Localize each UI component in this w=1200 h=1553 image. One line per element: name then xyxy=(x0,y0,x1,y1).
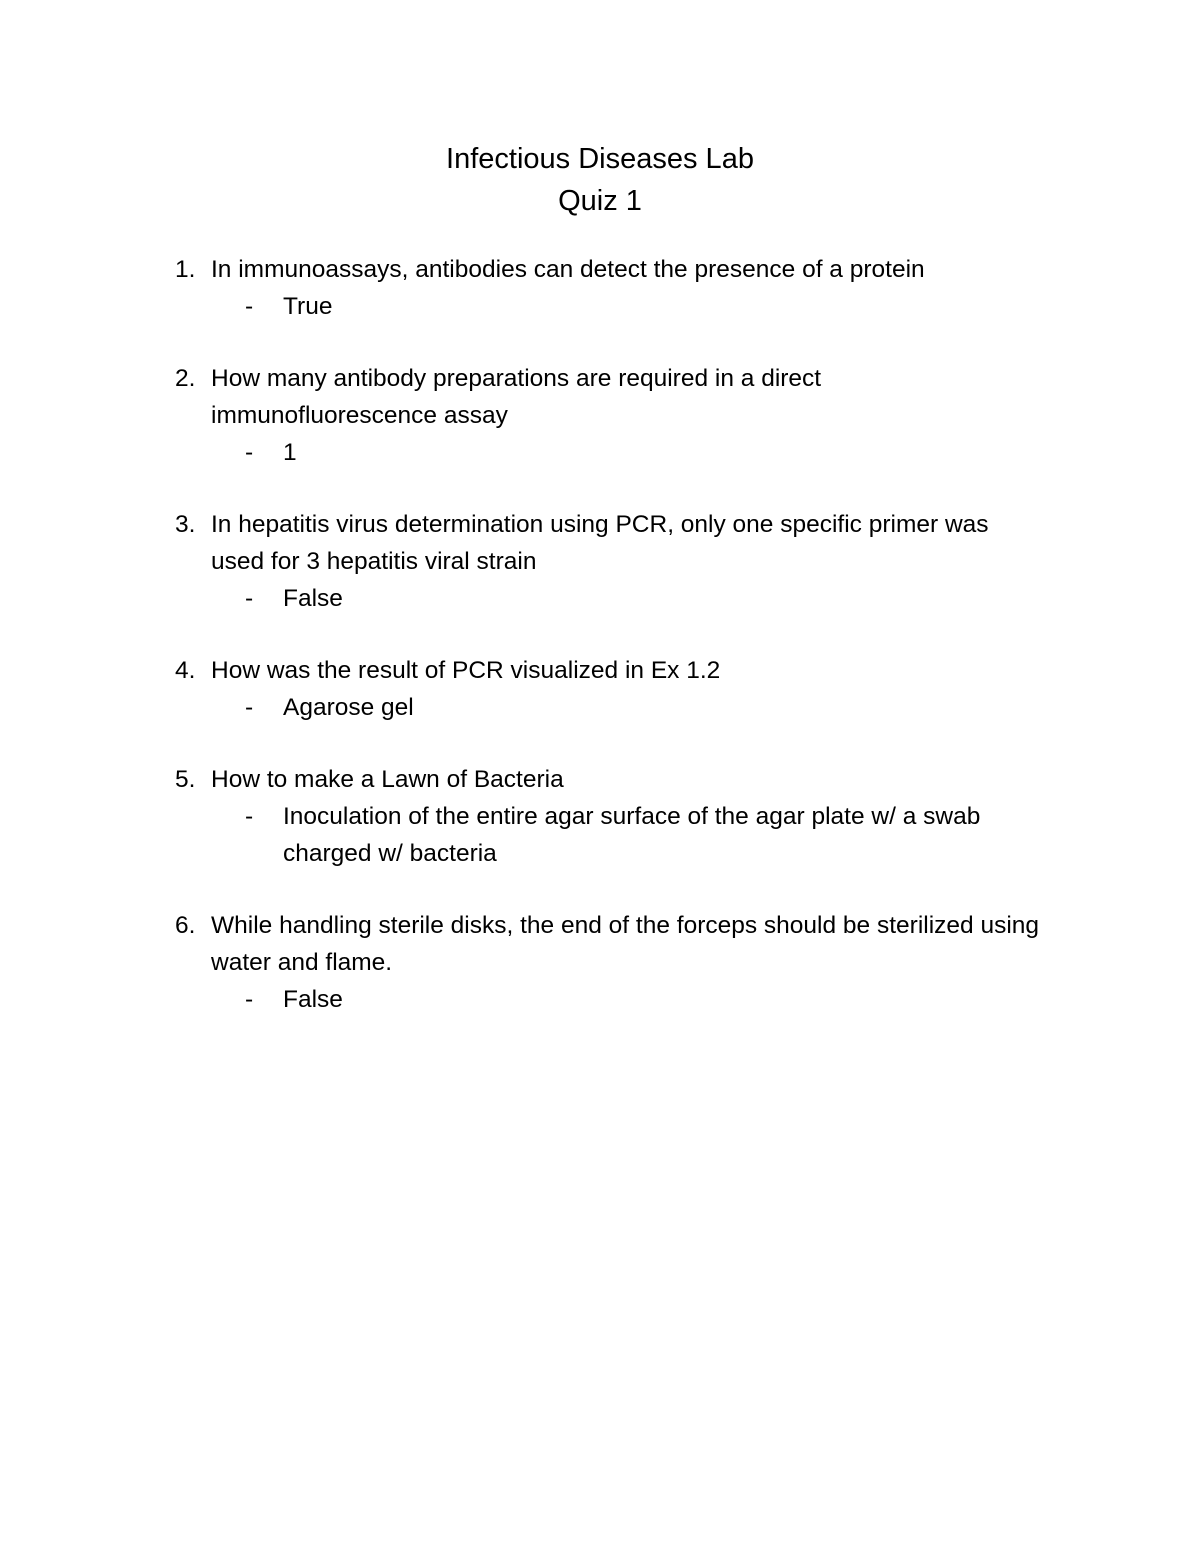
question-text: In hepatitis virus determination using PCR, only one specific primer was used for 3 hepatitis viral strain xyxy=(211,511,989,575)
answer-text: False xyxy=(283,585,343,612)
answer-marker: - xyxy=(245,439,254,466)
question-text: How many antibody preparations are required in a direct immunofluorescence assay xyxy=(211,365,822,429)
question-list xyxy=(0,251,1200,1053)
answer-text: True xyxy=(283,293,333,320)
question-number: 4. xyxy=(175,657,196,684)
answer-marker: - xyxy=(245,293,254,320)
question-number: 1. xyxy=(175,256,196,283)
question-item xyxy=(0,761,1200,872)
question-text: While handling sterile disks, the end of the forceps should be sterilized using water and flame. xyxy=(211,912,1040,976)
question-text: How to make a Lawn of Bacteria xyxy=(211,766,564,793)
document-title: Infectious Diseases Lab xyxy=(446,143,754,175)
document-subtitle: Quiz 1 xyxy=(558,185,642,217)
question-item xyxy=(0,652,1200,726)
title-block xyxy=(0,138,1200,222)
question-item xyxy=(0,506,1200,617)
answer-marker: - xyxy=(245,585,254,612)
question-number: 3. xyxy=(175,511,196,538)
question-text: How was the result of PCR visualized in Ex 1.2 xyxy=(211,657,721,684)
answer-marker: - xyxy=(245,694,254,721)
answer-marker: - xyxy=(245,803,254,830)
question-item xyxy=(0,360,1200,471)
question-number: 6. xyxy=(175,912,196,939)
question-item xyxy=(0,251,1200,325)
answer-text: 1 xyxy=(283,439,297,466)
question-number: 2. xyxy=(175,365,196,392)
answer-marker: - xyxy=(245,986,254,1013)
answer-text: Inoculation of the entire agar surface of the agar plate w/ a swab charged w/ bacteria xyxy=(283,803,981,867)
answer-text: Agarose gel xyxy=(283,694,414,721)
question-item xyxy=(0,907,1200,1018)
question-text: In immunoassays, antibodies can detect the presence of a protein xyxy=(211,256,925,283)
answer-text: False xyxy=(283,986,343,1013)
question-number: 5. xyxy=(175,766,196,793)
